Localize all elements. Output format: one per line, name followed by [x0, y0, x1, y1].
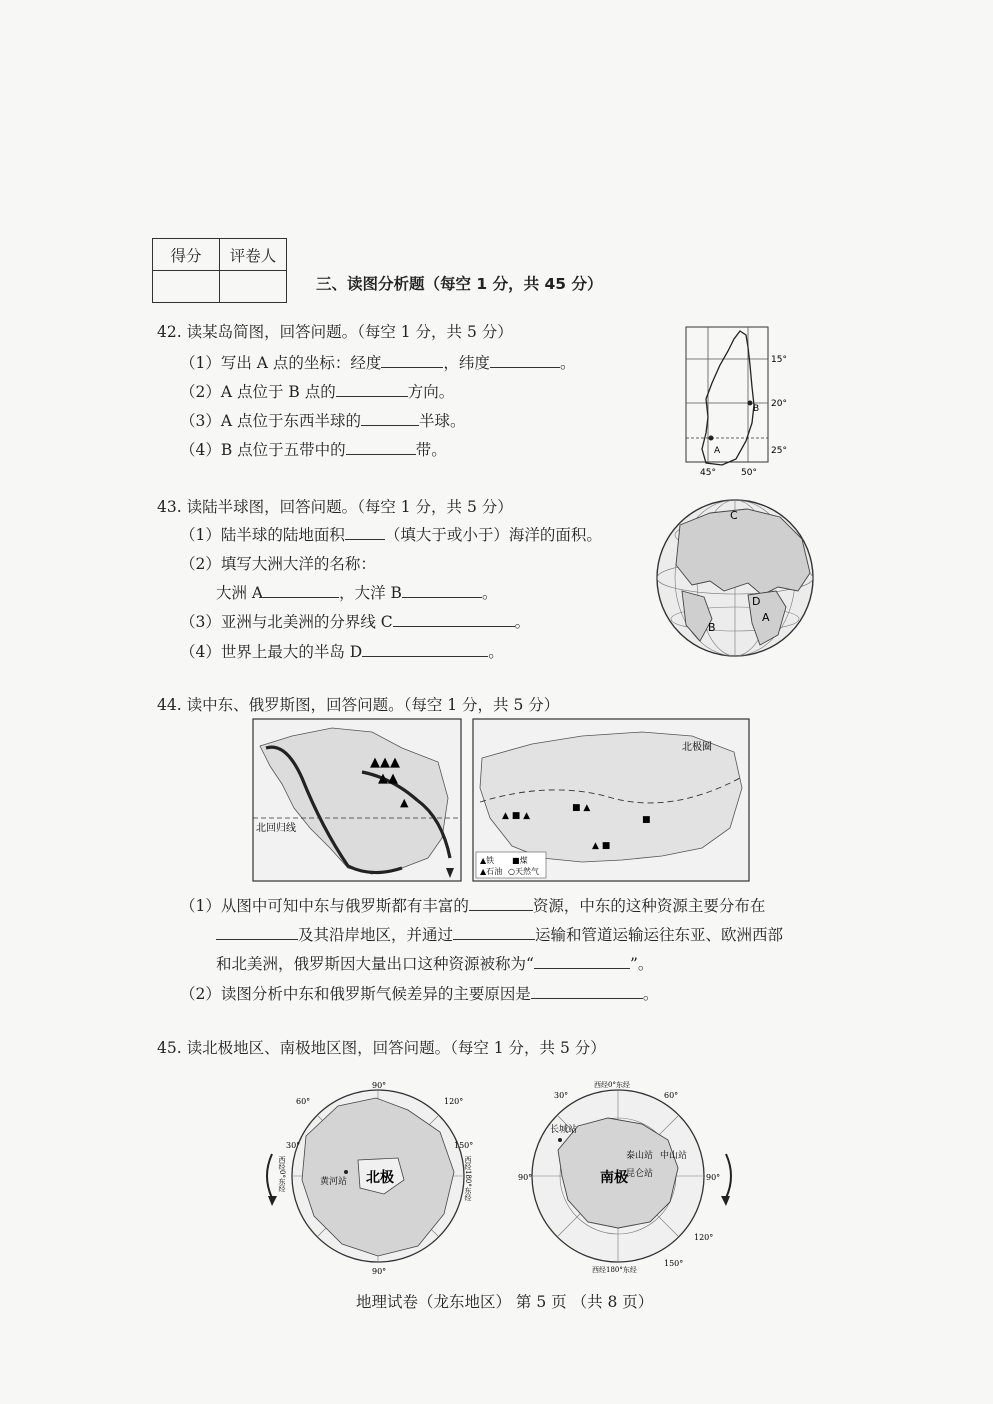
q44-blank-transport[interactable] — [453, 924, 535, 940]
yellow-river-station-marker — [344, 1170, 348, 1174]
oil-marker-2: ▲▲ — [378, 771, 398, 786]
resource-markers-4: ▲ ■ — [592, 841, 611, 851]
south-deg-90: 90° — [706, 1173, 721, 1182]
lon-50-label: 50° — [741, 468, 757, 478]
q43-line4: （3）亚洲与北美洲的分界线 C 。 — [180, 613, 531, 631]
south-pole-label: 南极 — [600, 1170, 628, 1186]
q44-blank-nickname[interactable] — [534, 953, 630, 969]
q42-line4: （4）B 点位于五带中的 带。 — [180, 441, 447, 459]
legend-gas: ○天然气 — [508, 867, 539, 876]
north-east-meridian-label: 西经180°东经 — [464, 1156, 472, 1201]
yellow-river-station-label: 黄河站 — [320, 1177, 348, 1187]
q43-blank-peninsula-d[interactable] — [362, 641, 488, 657]
north-deg-60: 60° — [296, 1097, 311, 1106]
point-b-marker — [748, 401, 753, 406]
q42-line3: （3）A 点位于东西半球的 半球。 — [180, 412, 466, 430]
q42-line2: （2）A 点位于 B 点的 方向。 — [180, 383, 455, 401]
q44-blank-region[interactable] — [216, 924, 298, 940]
south-rotation-arrow — [726, 1154, 731, 1198]
q44-line4: （2）读图分析中东和俄罗斯气候差异的主要原因是 。 — [180, 985, 659, 1003]
q42-blank-zone[interactable] — [346, 439, 416, 455]
q44-title: 44. 读中东、俄罗斯图，回答问题。（每空 1 分，共 5 分） — [157, 696, 560, 714]
north-pole-label: 北极 — [366, 1170, 394, 1186]
resource-markers-3: ■ — [642, 815, 651, 825]
q43-blank-boundary-c[interactable] — [393, 611, 515, 627]
tropic-label: 北回归线 — [256, 823, 296, 834]
q44-line2: 及其沿岸地区，并通过 运输和管道运输运往东亚、欧洲西部 — [216, 923, 783, 945]
point-a-marker — [709, 436, 714, 441]
q43-line2: （2）填写大洲大洋的名称： — [180, 555, 376, 573]
q43-title: 43. 读陆半球图，回答问题。（每空 1 分，共 5 分） — [157, 498, 513, 516]
q43-line1: （1）陆半球的陆地面积 （填大于或小于）海洋的面积。 — [180, 526, 602, 544]
legend-oil: ▲石油 — [480, 867, 503, 876]
lat-20-label: 20° — [771, 399, 787, 409]
south-bottom-meridian-label: 西经180°东经 — [592, 1266, 637, 1274]
kunlun-station-label: 昆仑站 — [626, 1169, 654, 1179]
lat-15-label: 15° — [771, 355, 787, 365]
q44-line1: （1）从图中可知中东与俄罗斯都有丰富的 资源，中东的这种资源主要分布在 — [180, 897, 766, 915]
q43-blank-land-area[interactable] — [345, 524, 385, 540]
russia-map — [472, 718, 750, 882]
label-a: A — [762, 611, 770, 624]
resource-markers-2: ■ ▲ — [572, 803, 591, 813]
north-rotation-arrow — [267, 1154, 272, 1198]
label-d: D — [752, 595, 761, 608]
south-deg-90-west: 90° — [518, 1173, 533, 1182]
q44-blank-resource[interactable] — [469, 895, 533, 911]
legend-coal: ■煤 — [512, 856, 528, 865]
land-hemisphere-map — [652, 495, 818, 661]
score-label: 得分 — [153, 239, 220, 271]
point-a-label: A — [714, 446, 721, 456]
north-deg-90-bottom: 90° — [372, 1267, 387, 1276]
q44-blank-climate-reason[interactable] — [531, 983, 643, 999]
grader-cell[interactable] — [220, 271, 287, 303]
south-top-meridian-label: 西经0°东经 — [594, 1081, 630, 1089]
resource-markers-1: ▲ ■ ▲ — [502, 811, 531, 821]
arctic-circle-label: 北极圈 — [682, 742, 712, 753]
oil-marker-1: ▲▲▲ — [370, 755, 400, 770]
q45-title: 45. 读北极地区、南极地区图，回答问题。（每空 1 分，共 5 分） — [157, 1039, 606, 1057]
zhongshan-station-label: 中山站 — [660, 1151, 688, 1161]
q43-blank-ocean-b[interactable] — [402, 582, 482, 598]
lat-25-label: 25° — [771, 446, 787, 456]
oil-marker-3: ▲ — [400, 796, 409, 809]
q42-blank-longitude[interactable] — [381, 352, 443, 368]
q42-blank-direction[interactable] — [336, 381, 408, 397]
q42-title: 42. 读某岛简图，回答问题。（每空 1 分，共 5 分） — [157, 323, 513, 341]
south-pole-map — [518, 1076, 748, 1276]
north-deg-90-top: 90° — [372, 1081, 387, 1090]
legend-iron: ▲铁 — [480, 856, 495, 865]
lon-45-label: 45° — [700, 468, 716, 478]
great-wall-station-label: 长城站 — [550, 1125, 578, 1135]
page-footer: 地理试卷（龙东地区） 第 5 页 （共 8 页） — [356, 1293, 654, 1311]
section-title: 三、读图分析题（每空 1 分，共 45 分） — [316, 275, 603, 293]
north-pole-map — [258, 1076, 488, 1276]
point-b-label: B — [753, 404, 760, 414]
north-west-meridian-label: 西经0°东经 — [278, 1156, 286, 1192]
q43-line3: 大洲 A ，大洋 B 。 — [216, 584, 498, 602]
middle-east-map — [252, 718, 462, 882]
north-deg-150: 150° — [454, 1141, 474, 1150]
north-deg-30: 30° — [286, 1141, 301, 1150]
south-deg-120: 120° — [694, 1233, 714, 1242]
label-c: C — [730, 509, 738, 522]
q43-line5: （4）世界上最大的半岛 D 。 — [180, 643, 504, 661]
north-deg-120: 120° — [444, 1097, 464, 1106]
south-deg-150: 150° — [664, 1259, 684, 1268]
taishan-station-label: 泰山站 — [626, 1151, 654, 1161]
south-deg-30: 30° — [554, 1091, 569, 1100]
q42-blank-hemisphere[interactable] — [361, 410, 419, 426]
q44-line3: 和北美洲，俄罗斯因大量出口这种资源被称为“ ”。 — [216, 955, 654, 973]
score-table — [152, 238, 287, 303]
label-b: B — [708, 621, 716, 634]
q42-blank-latitude[interactable] — [490, 352, 560, 368]
grader-label: 评卷人 — [220, 239, 287, 271]
score-cell[interactable] — [153, 271, 220, 303]
south-deg-60: 60° — [664, 1091, 679, 1100]
island-map — [678, 325, 798, 480]
q42-line1: （1）写出 A 点的坐标：经度 ，纬度 。 — [180, 354, 576, 372]
q43-blank-continent-a[interactable] — [263, 582, 339, 598]
